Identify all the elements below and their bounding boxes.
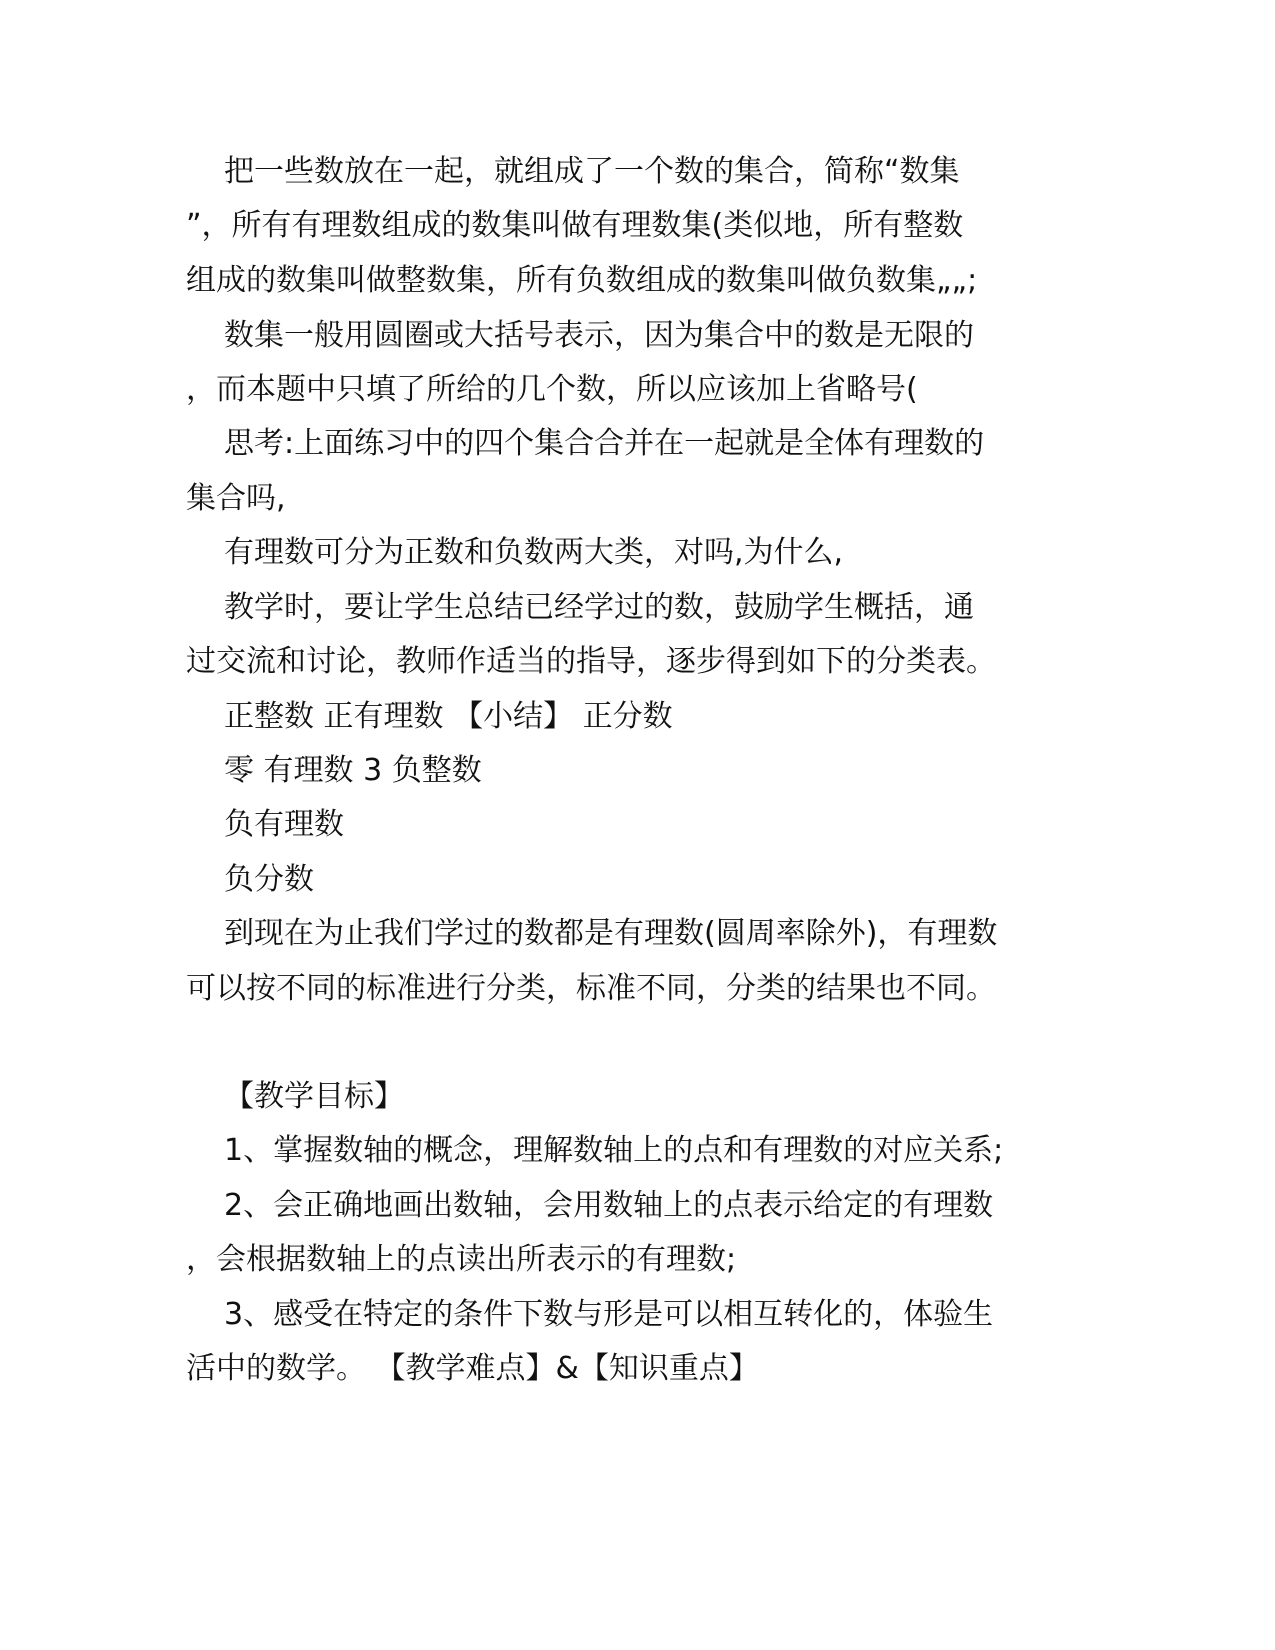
text-line-12: 零 有理数 3 负整数 <box>224 753 482 788</box>
text-line-4: 数集一般用圆圈或大括号表示，因为集合中的数是无限的 <box>224 318 974 353</box>
text-line-2: ”，所有有理数组成的数集叫做有理数集(类似地，所有整数 <box>186 208 964 243</box>
text-line-6: 思考:上面练习中的四个集合合并在一起就是全体有理数的 <box>224 426 985 461</box>
text-line-15: 到现在为止我们学过的数都是有理数(圆周率除外)，有理数 <box>224 916 998 951</box>
objective-3-continued: 活中的数学。 【教学难点】&【知识重点】 <box>186 1351 759 1386</box>
text-line-11: 正整数 正有理数 【小结】 正分数 <box>224 699 673 734</box>
text-line-10: 过交流和讨论，教师作适当的指导，逐步得到如下的分类表。 <box>186 644 996 679</box>
objective-2-continued: ，会根据数轴上的点读出所表示的有理数; <box>186 1242 737 1277</box>
objective-3: 3、感受在特定的条件下数与形是可以相互转化的，体验生 <box>224 1297 994 1332</box>
text-line-5: ，而本题中只填了所给的几个数，所以应该加上省略号( <box>186 372 918 407</box>
section-heading: 【教学目标】 <box>224 1079 404 1114</box>
text-line-7: 集合吗, <box>186 481 286 516</box>
text-line-13: 负有理数 <box>224 807 344 842</box>
objective-1: 1、掌握数轴的概念，理解数轴上的点和有理数的对应关系; <box>224 1133 1004 1168</box>
text-line-3: 组成的数集叫做整数集，所有负数组成的数集叫做负数集„„; <box>186 263 978 298</box>
objective-2: 2、会正确地画出数轴，会用数轴上的点表示给定的有理数 <box>224 1188 994 1223</box>
text-line-8: 有理数可分为正数和负数两大类，对吗,为什么, <box>224 535 844 570</box>
text-line-1: 把一些数放在一起，就组成了一个数的集合，简称“数集 <box>224 154 960 189</box>
text-line-16: 可以按不同的标准进行分类，标准不同，分类的结果也不同。 <box>186 971 996 1006</box>
text-line-9: 教学时，要让学生总结已经学过的数，鼓励学生概括，通 <box>224 590 974 625</box>
text-line-14: 负分数 <box>224 862 314 897</box>
